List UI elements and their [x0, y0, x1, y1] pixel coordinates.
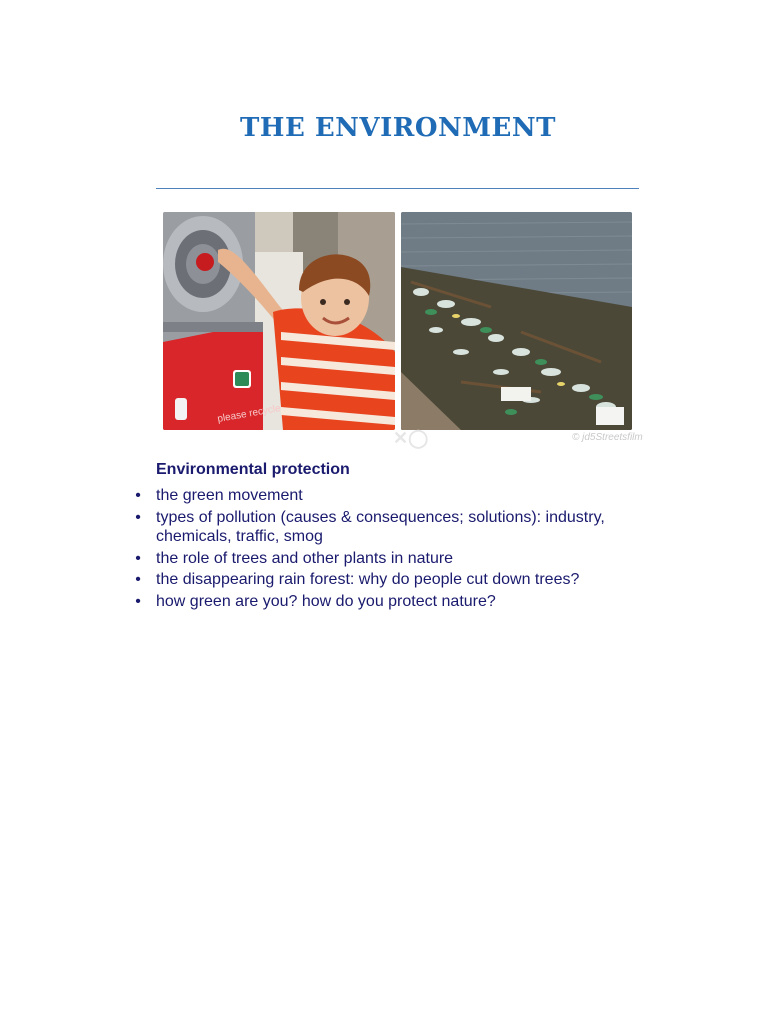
topics-list: [132, 486, 662, 613]
bullet-icon: •: [135, 487, 141, 504]
list-item: [132, 508, 662, 547]
photo-watermark: © jd5Streetsfilm: [572, 432, 643, 443]
polluted-shore-illustration: [401, 212, 632, 430]
section-heading: Environmental protection: [156, 461, 350, 478]
bullet-icon: •: [135, 508, 141, 526]
list-item-text: types of pollution (causes & consequences; solutions): industry, chemicals, traffic, smog: [156, 508, 605, 545]
polluted-shore-photo: [401, 212, 632, 430]
list-item: [132, 486, 662, 506]
list-item-text: the role of trees and other plants in nature: [156, 549, 454, 567]
bin-label-text: please recycle: [216, 403, 282, 425]
list-item-text: the green movement: [156, 487, 303, 504]
list-item: [132, 592, 662, 612]
recycling-child-photo: [163, 212, 395, 430]
bullet-icon: •: [135, 592, 141, 610]
recycling-child-illustration: [163, 212, 395, 430]
list-item: [132, 549, 662, 569]
list-item: [132, 570, 662, 590]
list-item-text: the disappearing rain forest: why do people cut down trees?: [156, 571, 580, 588]
bullet-icon: •: [135, 549, 141, 567]
bullet-icon: •: [135, 571, 141, 588]
faint-watermark-mark: ✕◯: [393, 428, 429, 448]
title-divider: [156, 188, 639, 189]
page-title: THE ENVIRONMENT: [240, 113, 556, 143]
list-item-text: how green are you? how do you protect nature?: [156, 592, 496, 610]
